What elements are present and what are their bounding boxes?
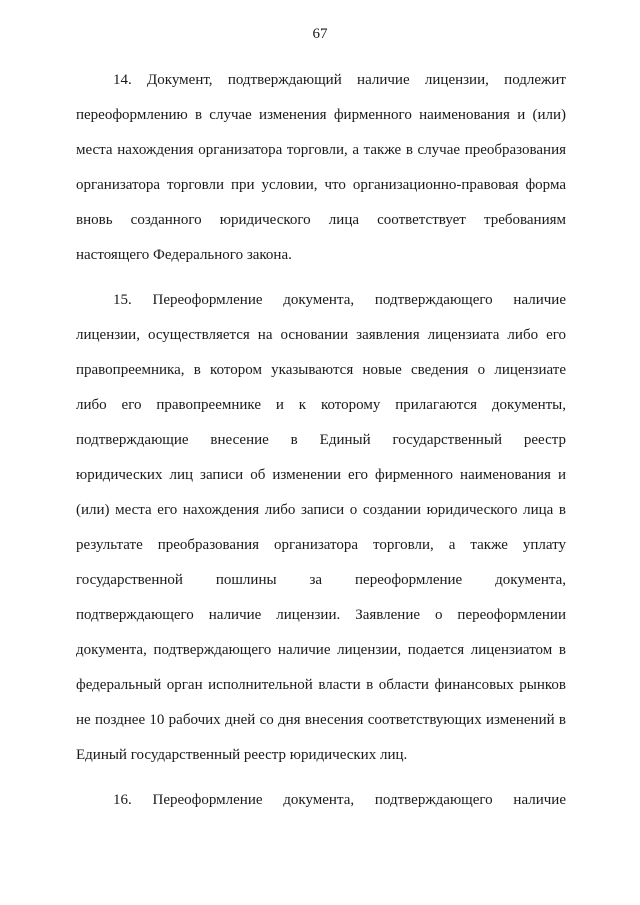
text-line: государственной пошлины за переоформление документа, [76,572,566,588]
text-line: либо его правопреемнике и к которому прилагаются документы, [76,397,566,413]
text-line: подтверждающие внесение в Единый государственный реестр [76,432,566,448]
text-line: места нахождения организатора торговли, а также в случае преобразования [76,142,566,158]
paragraph-15 [76,286,566,776]
text-line: настоящего Федерального закона. [76,247,292,263]
text-line: правопреемника, в котором указываются новые сведения о лицензиате [76,362,566,378]
paragraph-16 [76,786,566,821]
text-line: не позднее 10 рабочих дней со дня внесения соответствующих изменений в [76,712,566,728]
text-line: вновь созданного юридического лица соответствует требованиям [76,212,566,228]
text-line: 15. Переоформление документа, подтверждающего наличие [113,292,566,308]
text-line: подтверждающего наличие лицензии. Заявление о переоформлении [76,607,566,623]
text-line: (или) места его нахождения либо записи о создании юридического лица в [76,502,566,518]
text-line: лицензии, осуществляется на основании заявления лицензиата либо его [76,327,566,343]
paragraph-gap [76,776,566,786]
text-line: юридических лиц записи об изменении его фирменного наименования и [76,467,566,483]
text-line: переоформлению в случае изменения фирменного наименования и (или) [76,107,566,123]
text-line: 14. Документ, подтверждающий наличие лицензии, подлежит [113,72,566,88]
text-line: федеральный орган исполнительной власти в области финансовых рынков [76,677,566,693]
text-line: Единый государственный реестр юридических лиц. [76,747,408,763]
text-line: результате преобразования организатора торговли, а также уплату [76,537,566,553]
text-line: документа, подтверждающего наличие лицензии, подается лицензиатом в [76,642,566,658]
document-body [76,66,566,821]
page-number: 67 [312,26,328,42]
paragraph-14 [76,66,566,276]
text-line: 16. Переоформление документа, подтверждающего наличие [113,792,566,808]
paragraph-gap [76,276,566,286]
text-line: организатора торговли при условии, что организационно-правовая форма [76,177,566,193]
